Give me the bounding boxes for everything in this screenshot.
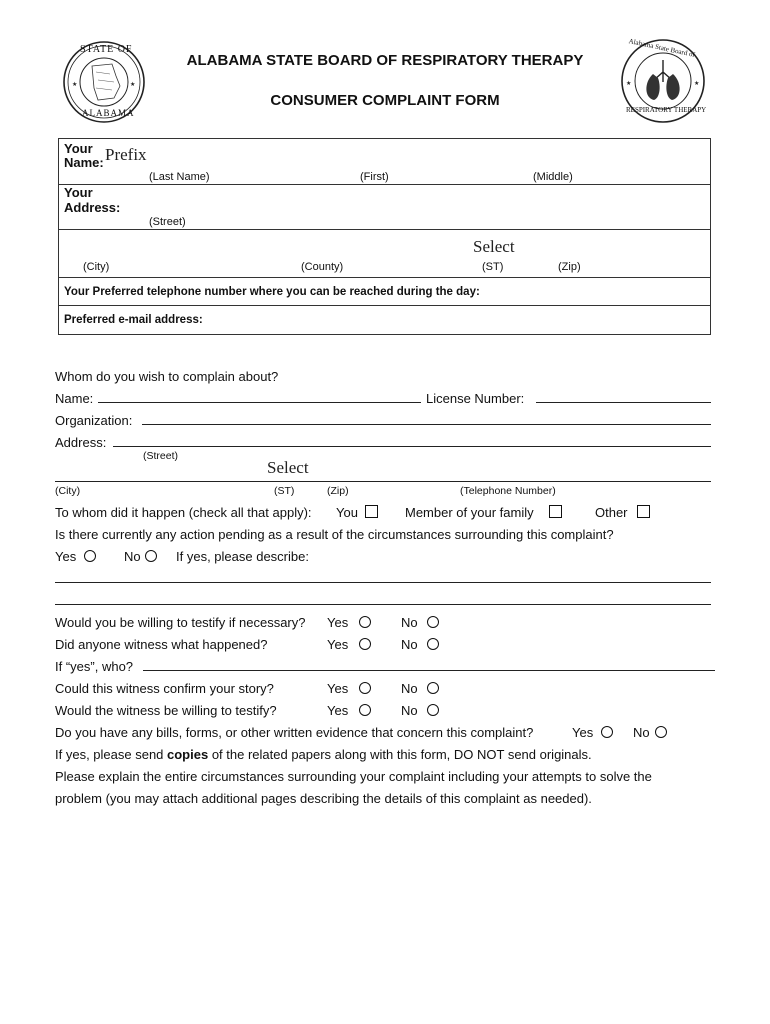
respondent-address-label: Address: [55,435,107,450]
opt-you-checkbox[interactable] [365,505,378,518]
evidence-yes-radio[interactable] [601,726,613,738]
svg-text:★: ★ [694,81,700,87]
testify-no-label: No [401,615,418,630]
evidence-no-radio[interactable] [655,726,667,738]
confirm-question: Could this witness confirm your story? [55,681,274,696]
opt-family-label: Member of your family [405,505,534,520]
respondent-city-label: (City) [55,485,81,497]
phone-label: Your Preferred telephone number where you can be reached during the day: [64,286,480,298]
witness-testify-no-radio[interactable] [427,704,439,716]
name-label-2: Name: [64,155,104,170]
copies-instruction [55,747,592,762]
witness-yes-radio[interactable] [359,638,371,650]
testify-yes-radio[interactable] [359,616,371,628]
phone-row[interactable] [59,278,710,306]
copies-bold: copies [167,747,209,762]
pending-no-label: No [124,549,141,564]
witness-no-radio[interactable] [427,638,439,650]
email-label: Preferred e-mail address: [64,314,203,326]
organization-label: Organization: [55,413,133,428]
respondent-st-label: (ST) [274,485,295,497]
right-seal-top-text: Alabama State Board of [627,37,696,59]
respondent-state-select[interactable]: Select [267,458,309,477]
street-label: (Street) [149,216,186,228]
board-seal-logo [620,38,706,124]
pending-no-radio[interactable] [145,550,157,562]
organization-field[interactable] [142,424,711,425]
witness-no-label: No [401,637,418,652]
svg-text:★: ★ [626,81,632,87]
explain-instruction-2: problem (you may attach additional pages describing the details of this complaint as needed). [55,791,592,806]
last-name-label: (Last Name) [149,171,210,183]
witness-question: Did anyone witness what happened? [55,637,268,652]
license-number-field[interactable] [536,402,711,403]
middle-name-label: (Middle) [533,171,573,183]
st-label: (ST) [482,261,504,273]
witness-testify-yes-label: Yes [327,703,349,718]
explain-instruction-1: Please explain the entire circumstances surrounding your complaint including your attempts to solve the [55,769,652,784]
county-label: (County) [301,261,344,273]
copies-post: of the related papers along with this form, DO NOT send originals. [208,747,592,762]
confirm-no-label: No [401,681,418,696]
testify-question: Would you be willing to testify if necessary? [55,615,306,630]
opt-other-checkbox[interactable] [637,505,650,518]
email-row[interactable] [59,306,710,333]
testify-no-radio[interactable] [427,616,439,628]
address-label: Your [64,185,93,200]
left-seal-top-text: STATE OF [80,44,133,55]
prefix-select[interactable]: Prefix [105,145,147,164]
respondent-street-field[interactable] [113,446,711,447]
city-row [59,230,710,278]
respondent-telephone-label: (Telephone Number) [460,485,556,497]
svg-text:★: ★ [72,82,78,88]
evidence-yes-label: Yes [572,725,594,740]
name-label: Your [64,141,93,156]
address-label-2: Address: [64,200,121,215]
evidence-no-label: No [633,725,650,740]
respondent-zip-label: (Zip) [327,485,349,497]
form-subtitle: CONSUMER COMPLAINT FORM [270,92,500,109]
opt-other-label: Other [595,505,628,520]
address-row [59,185,710,230]
state-select[interactable]: Select [473,237,515,256]
svg-text:★: ★ [130,82,136,88]
contact-info-box [58,138,711,335]
if-yes-describe-label: If yes, please describe: [176,549,309,564]
witness-yes-label: Yes [327,637,349,652]
witness-name-field[interactable] [143,670,715,671]
left-seal-bottom-text: ALABAMA [82,108,135,118]
to-whom-question: To whom did it happen (check all that apply): [55,505,312,520]
witness-testify-question: Would the witness be willing to testify? [55,703,277,718]
respondent-city-field[interactable] [55,481,711,482]
respondent-street-label: (Street) [143,450,179,462]
confirm-yes-label: Yes [327,681,349,696]
city-label: (City) [83,261,110,273]
pending-question: Is there currently any action pending as a result of the circumstances surrounding this complaint? [55,527,614,542]
license-number-label: License Number: [426,391,525,406]
evidence-question: Do you have any bills, forms, or other written evidence that concern this complaint? [55,725,534,740]
testify-yes-label: Yes [327,615,349,630]
respondent-name-field[interactable] [98,402,421,403]
if-yes-who-label: If “yes”, who? [55,659,134,674]
witness-testify-yes-radio[interactable] [359,704,371,716]
first-name-label: (First) [360,171,389,183]
confirm-no-radio[interactable] [427,682,439,694]
pending-yes-label: Yes [55,549,77,564]
opt-you-label: You [336,505,358,520]
describe-line-2[interactable] [55,604,711,605]
describe-line-1[interactable] [55,582,711,583]
confirm-yes-radio[interactable] [359,682,371,694]
whom-question: Whom do you wish to complain about? [55,369,279,384]
zip-label: (Zip) [558,261,581,273]
pending-yes-radio[interactable] [84,550,96,562]
copies-pre: If yes, please send [55,747,168,762]
opt-family-checkbox[interactable] [549,505,562,518]
witness-testify-no-label: No [401,703,418,718]
form-title: ALABAMA STATE BOARD OF RESPIRATORY THERAPY [186,52,584,69]
right-seal-bottom-text: RESPIRATORY THERAPY [626,106,707,114]
name-row [59,139,710,185]
respondent-name-label: Name: [55,391,94,406]
